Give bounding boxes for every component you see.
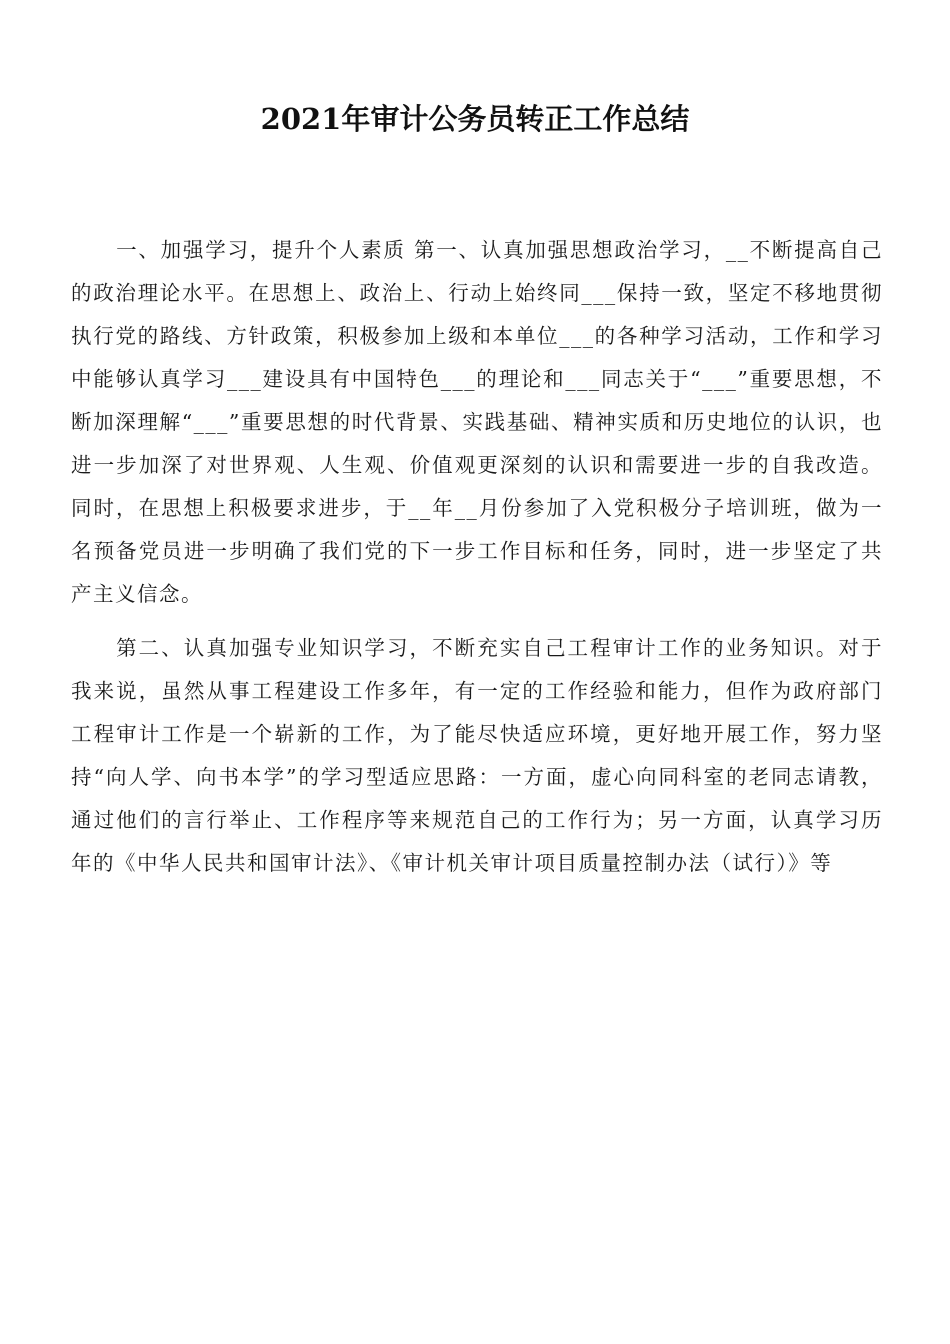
document-body — [71, 229, 883, 885]
paragraph-2: 第二、认真加强专业知识学习，不断充实自己工程审计工作的业务知识。对于我来说，虽然从事工程建设工作多年，有一定的工作经验和能力，但作为政府部门工程审计工作是一个崭新的工作，为了能尽快适应环境，更好地开展工作，努力坚持“向人学、向书本学”的学习型适应思路：一方面，虚心向同科室的老同志请教，通过他们的言行举止、工作程序等来规范自己的工作行为；另一方面，认真学习历年的《中华人民共和国审计法》、《审计机关审计项目质量控制办法（试行）》等 — [71, 636, 883, 875]
document-title: 2021年审计公务员转正工作总结 — [260, 102, 690, 136]
paragraph-1: 一、加强学习，提升个人素质 第一、认真加强思想政治学习，__不断提高自己的政治理论水平。在思想上、政治上、行动上始终同___保持一致，坚定不移地贯彻执行党的路线、方针政策，积极参加上级和本单位___的各种学习活动，工作和学习中能够认真学习___建设具有中国特色___的理论和___同志关于“___”重要思想，不断加深理解“___”重要思想的时代背景、实践基础、精神实质和历史地位的认识，也进一步加深了对世界观、人生观、价值观更深刻的认识和需要进一步的自我改造。同时，在思想上积极要求进步，于__年__月份参加了入党积极分子培训班，做为一名预备党员进一步明确了我们党的下一步工作目标和任务，同时，进一步坚定了共产主义信念。 — [71, 238, 883, 606]
